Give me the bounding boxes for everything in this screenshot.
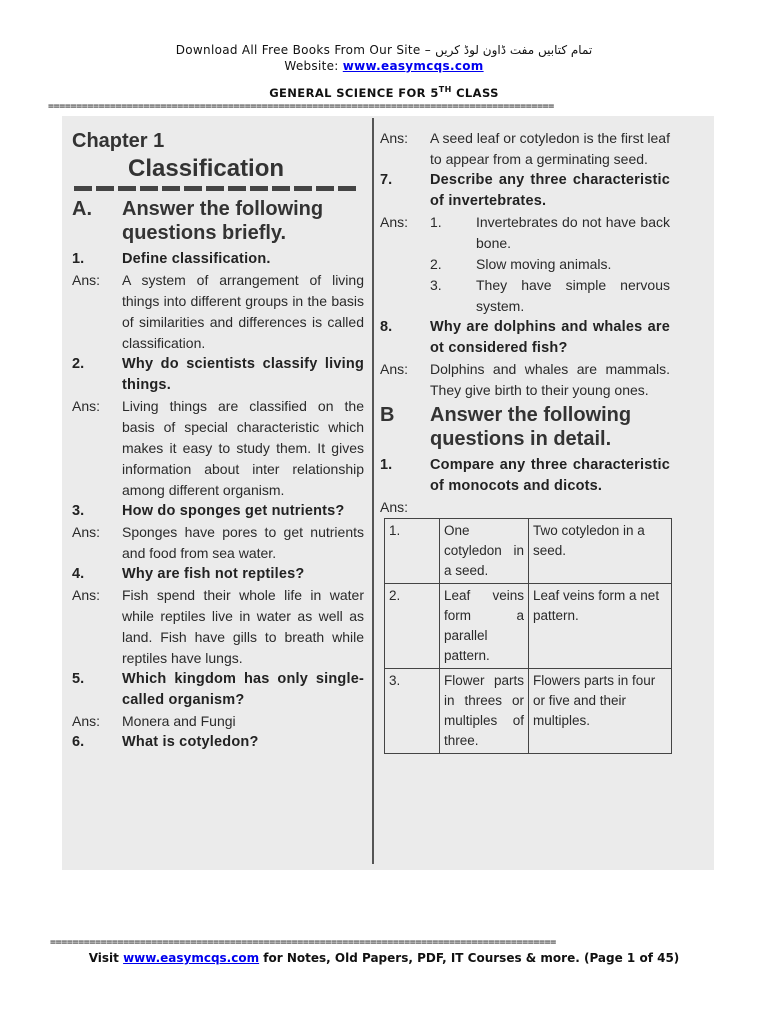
top-separator: ========================================================================================== <box>48 102 554 112</box>
qa-3 <box>72 501 364 564</box>
right-column <box>380 128 670 754</box>
question: 1. Define classification. <box>72 251 271 267</box>
footer-prefix: Visit <box>88 951 119 965</box>
question: 2. Why do scientists classify living things. <box>72 356 364 393</box>
qa-1 <box>72 249 364 354</box>
question: 4. Why are fish not reptiles? <box>72 566 305 582</box>
chapter-label: Chapter 1 <box>72 130 165 152</box>
website-link[interactable]: www.easymcqs.com <box>342 59 484 73</box>
list-item: 3. They have simple nervous system. <box>430 277 670 314</box>
list-item: 1. Invertebrates do not have back bone. <box>430 214 670 251</box>
column-divider <box>372 118 374 864</box>
question-8: 8. Why are dolphins and whales are ot considered fish? <box>380 319 670 356</box>
answer-7: Ans: 1. Invertebrates do not have back bone. 2. Slow moving animals. 3. They have simple nervous system. <box>380 212 670 317</box>
list-item: 2. Slow moving animals. <box>430 256 612 272</box>
download-line <box>0 42 768 58</box>
footer-suffix: for Notes, Old Papers, PDF, IT Courses & more. (Page 1 of 45) <box>263 951 680 965</box>
table-row: 2. Leaf veins form a parallel pattern. Leaf veins form a net pattern. <box>385 584 672 669</box>
question-6: 6. What is cotyledon? <box>72 734 259 750</box>
answer: Ans: Monera and Fungi <box>72 713 236 729</box>
bottom-separator: ========================================================================================== <box>50 938 556 948</box>
qa-2 <box>72 354 364 501</box>
title-underline <box>74 186 360 191</box>
website-line <box>0 58 768 74</box>
question: 3. How do sponges get nutrients? <box>72 503 345 519</box>
download-text: Download All Free Books From Our Site – <box>175 43 432 57</box>
site-header <box>0 42 768 74</box>
qa-4 <box>72 564 364 669</box>
left-column <box>72 128 364 753</box>
answer-6: Ans: A seed leaf or cotyledon is the first leaf to appear from a germinating seed. <box>380 130 670 167</box>
footer-link[interactable]: www.easymcqs.com <box>123 951 260 965</box>
answer: Ans: Fish spend their whole life in water while reptiles live in water as well as land. Fish have gills to breath while reptiles have lungs. <box>72 587 364 666</box>
answer-b1-label: Ans: <box>380 499 409 515</box>
answer: Ans: A system of arrangement of living things into different groups in the basis of similarities and differences is called classification. <box>72 272 364 351</box>
chapter-title: Classification <box>128 155 285 182</box>
table-row: 1. One cotyledon in a seed. Two cotyledon in a seed. <box>385 519 672 584</box>
answer: Ans: Sponges have pores to get nutrients and food from sea water. <box>72 524 364 561</box>
answer: Ans: Living things are classified on the basis of special characteristic which makes it easy to study them. It gives information about inter relationship among different organism. <box>72 398 364 498</box>
comparison-table <box>384 518 672 754</box>
qa-5 <box>72 669 364 732</box>
website-label: Website: <box>284 59 339 73</box>
answer-8: Ans: Dolphins and whales are mammals. They give birth to their young ones. <box>380 361 670 398</box>
section-b-heading: B Answer the following questions in detail. <box>380 404 632 450</box>
question-7: 7. Describe any three characteristic of invertebrates. <box>380 172 670 209</box>
document-title: GENERAL SCIENCE FOR 5TH CLASS <box>269 85 499 100</box>
question: 5. Which kingdom has only single-called organism? <box>72 671 364 708</box>
section-a-heading: A. Answer the following questions briefly. <box>72 198 324 244</box>
urdu-text: تمام کتابیں مفت ڈاون لوڈ کریں <box>435 43 593 57</box>
table-row: 3. Flower parts in threes or multiples of three. Flowers parts in four or five and their multiples. <box>385 669 672 754</box>
question-b1: 1. Compare any three characteristic of monocots and dicots. <box>380 457 670 494</box>
page-footer <box>0 951 768 965</box>
